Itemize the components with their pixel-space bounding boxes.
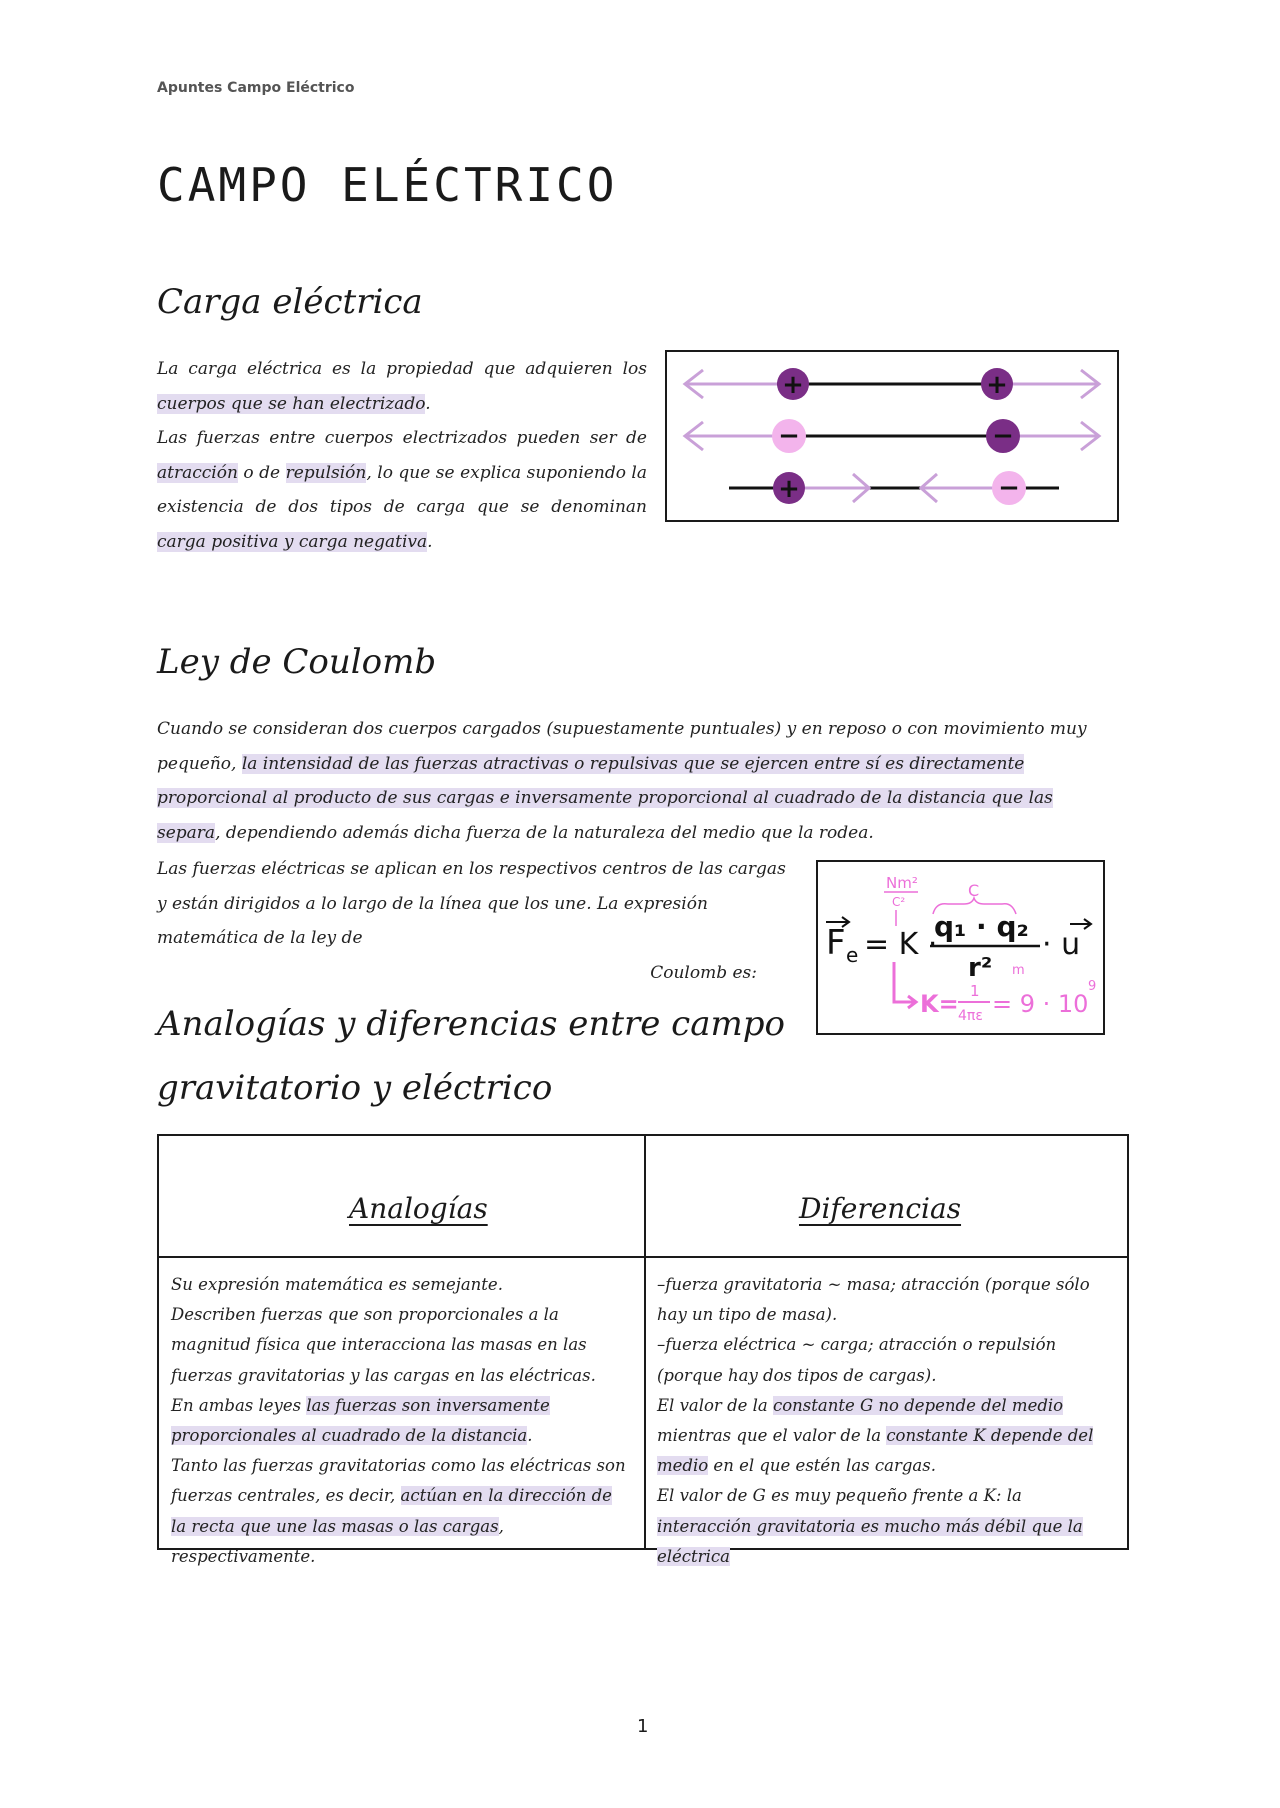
plus-sign: + — [782, 370, 804, 400]
formula-denominator: r² — [968, 953, 993, 983]
k-definition-pointer — [894, 962, 914, 1002]
coulomb-paragraph-1: Cuando se consideran dos cuerpos cargados (supuestamente puntuales) y en reposo o con movimiento muy pequeño, la intensidad de las fuerzas atractivas o repulsivas que se ejercen entre sí es directamente proporcional al producto de sus cargas e inversamente proporcional al cuadrado de la distancia que las separa, dependiendo además dicha fuerza de la naturaleza del medio que la rodea. — [157, 719, 1087, 843]
coulomb-formula-box — [816, 860, 1105, 1035]
coulomb-paragraph-2: Las fuerzas eléctricas se aplican en los respectivos centros de las cargas y están dirigidos a lo largo de la línea que los une. La expresión matemática de la ley de Coulomb es: — [157, 859, 786, 983]
page-title: CAMPO ELÉCTRICO — [157, 158, 618, 212]
formula-numerator: q₁ · q₂ — [934, 910, 1029, 943]
equals-k: = K · — [864, 927, 938, 962]
heading-analogias-line2: gravitatorio y eléctrico — [157, 1068, 553, 1108]
unit-vector: · u — [1042, 927, 1081, 962]
heading-carga-electrica: Carga eléctrica — [157, 282, 423, 322]
k-units-denominator: C² — [892, 895, 906, 909]
analogias-table — [157, 1134, 1129, 1566]
k-numerator: 1 — [970, 982, 980, 1000]
minus-sign: − — [998, 473, 1020, 503]
c-annotation: C — [968, 881, 980, 900]
table-header-divider — [159, 1256, 1127, 1258]
m-annotation: m — [1012, 963, 1025, 978]
carga-paragraph: La carga eléctrica es la propiedad que adquieren los cuerpos que se han electrizado. Las fuerzas entre cuerpos electrizados pueden ser de atracción o de repulsión, lo que se explica suponiendo la existencia de dos tipos de carga que se denominan carga positiva y carga negativa. — [157, 359, 647, 552]
plus-sign: + — [986, 370, 1008, 400]
table-cell-analogias: Su expresión matemática es semejante. Describen fuerzas que son proporcionales a la magnitud física que interacciona las masas en las fuerzas gravitatorias y las cargas en las eléctricas. En ambas leyes las fuerzas son inversamente proporcionales al cuadrado de la distancia. Tanto las fuerzas gravitatorias como las eléctricas son fuerzas centrales, es decir, actúan en la dirección de la recta que une las masas o las cargas, respectivamente. — [171, 1275, 626, 1566]
page-header: Apuntes Campo Eléctrico — [157, 80, 355, 96]
k-definition-label: K= — [920, 990, 959, 1018]
heading-ley-coulomb: Ley de Coulomb — [157, 642, 437, 682]
k-value: = 9 · 10 — [992, 990, 1089, 1018]
minus-sign: − — [992, 421, 1014, 451]
table-header-analogias: Analogías — [349, 1192, 488, 1225]
k-denominator: 4πε — [958, 1008, 983, 1024]
page-number: 1 — [637, 1716, 649, 1737]
charges-diagram-svg — [667, 352, 1117, 520]
table-column-divider — [644, 1136, 646, 1548]
charges-diagram — [665, 350, 1119, 522]
force-subscript: e — [846, 943, 859, 967]
k-units-annotation: Nm² — [886, 874, 918, 892]
minus-sign: − — [778, 421, 800, 451]
table-header-diferencias: Diferencias — [799, 1192, 962, 1225]
coulomb-formula-svg — [818, 862, 1103, 1033]
table-cell-diferencias: –fuerza gravitatoria ~ masa; atracción (porque sólo hay un tipo de masa). –fuerza eléctrica ~ carga; atracción o repulsión (porque hay dos tipos de cargas). El valor de la constante G no depende del medio mientras que el valor de la constante K depende del medio en el que estén las cargas. El valor de G es muy pequeño frente a K: la interacción gravitatoria es mucho más débil que la eléctrica — [657, 1275, 1094, 1566]
heading-analogias-line1: Analogías y diferencias entre campo — [157, 1004, 785, 1044]
plus-sign: + — [778, 474, 800, 504]
force-symbol: F — [826, 923, 846, 963]
k-exponent: 9 — [1088, 979, 1097, 994]
